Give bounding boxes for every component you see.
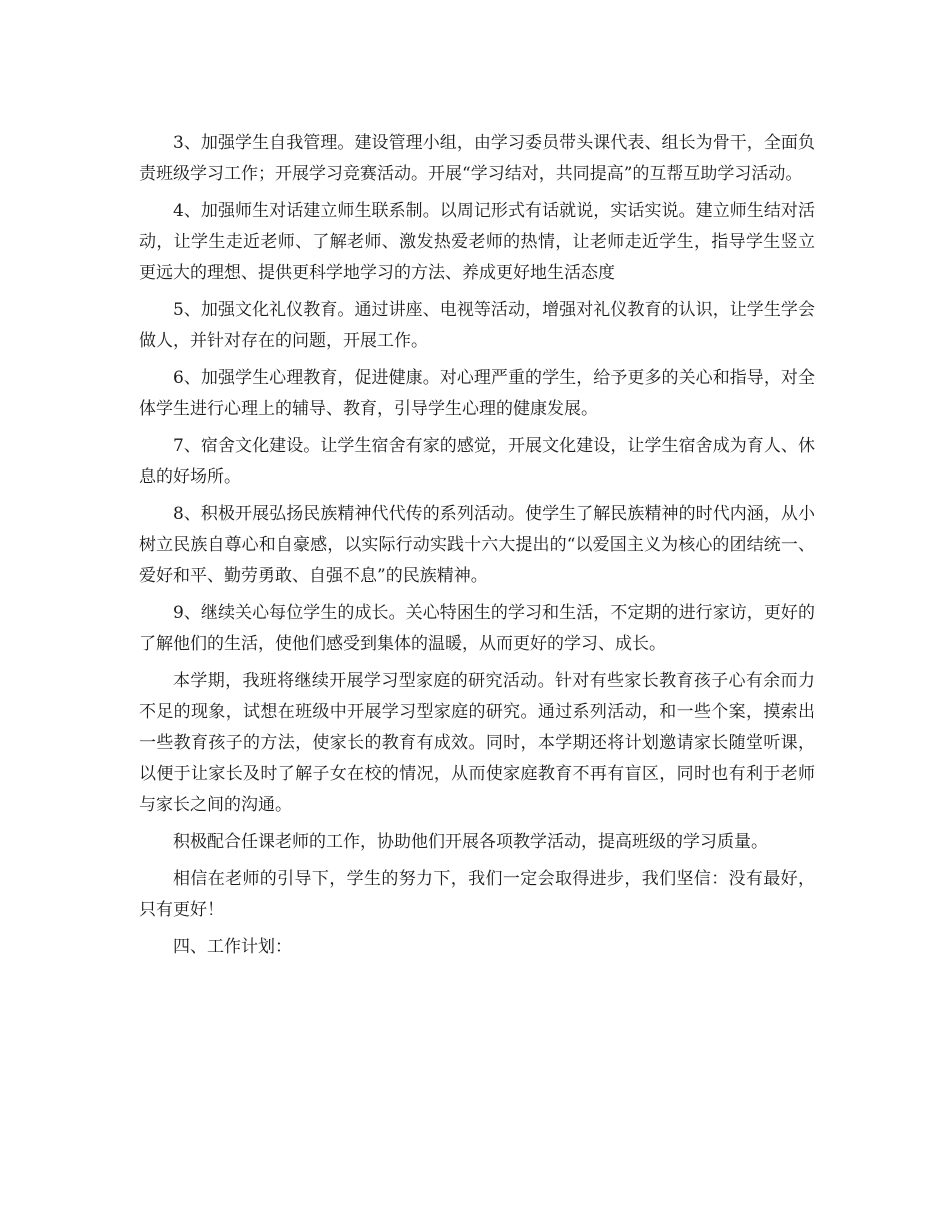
document-page bbox=[139, 128, 815, 969]
paragraph-self-management: 3、加强学生自我管理。建设管理小组，由学习委员带头课代表、组长为骨干，全面负责班级学习工作；开展学习竞赛活动。开展“学习结对，共同提高”的互帮互助学习活动。 bbox=[139, 133, 815, 184]
paragraph-etiquette-education: 5、加强文化礼仪教育。通过讲座、电视等活动，增强对礼仪教育的认识，让学生学会做人，并针对存在的问题，开展工作。 bbox=[139, 300, 815, 351]
paragraph-student-growth: 9、继续关心每位学生的成长。关心特困生的学习和生活，不定期的进行家访，更好的了解他们的生活，使他们感受到集体的温暖，从而更好的学习、成长。 bbox=[139, 603, 815, 654]
paragraph-psychological-education: 6、加强学生心理教育，促进健康。对心理严重的学生，给予更多的关心和指导，对全体学生进行心理上的辅导、教育，引导学生心理的健康发展。 bbox=[139, 368, 815, 419]
paragraph-teacher-cooperation: 积极配合任课老师的工作，协助他们开展各项教学活动，提高班级的学习质量。 bbox=[173, 832, 768, 852]
paragraph-dormitory-culture: 7、宿舍文化建设。让学生宿舍有家的感觉，开展文化建设，让学生宿舍成为育人、休息的好场所。 bbox=[139, 436, 815, 487]
paragraph-teacher-student-dialogue: 4、加强师生对话建立师生联系制。以周记形式有话就说，实话实说。建立师生结对活动，让学生走近老师、了解老师、激发热爱老师的热情，让老师走近学生，指导学生竖立更远大的理想、提供更科学地学习的方法、养成更好地生活态度 bbox=[139, 201, 815, 283]
paragraph-learning-family: 本学期，我班将继续开展学习型家庭的研究活动。针对有些家长教育孩子心有余而力不足的现象，试想在班级中开展学习型家庭的研究。通过系列活动，和一些个案，摸索出一些教育孩子的方法，使家长的教育有成效。同时，本学期还将计划邀请家长随堂听课，以便于让家长及时了解子女在校的情况，从而使家庭教育不再有盲区，同时也有利于老师与家长之间的沟通。 bbox=[139, 671, 815, 815]
section-heading-work-plan: 四、工作计划： bbox=[173, 937, 292, 957]
paragraph-national-spirit: 8、积极开展弘扬民族精神代代传的系列活动。使学生了解民族精神的时代内涵，从小树立民族自尊心和自豪感，以实际行动实践十六大提出的“以爱国主义为核心的团结统一、爱好和平、勤劳勇敢、自强不息”的民族精神。 bbox=[139, 504, 815, 586]
paragraph-confidence: 相信在老师的引导下，学生的努力下，我们一定会取得进步，我们坚信：没有最好，只有更好！ bbox=[139, 869, 815, 920]
